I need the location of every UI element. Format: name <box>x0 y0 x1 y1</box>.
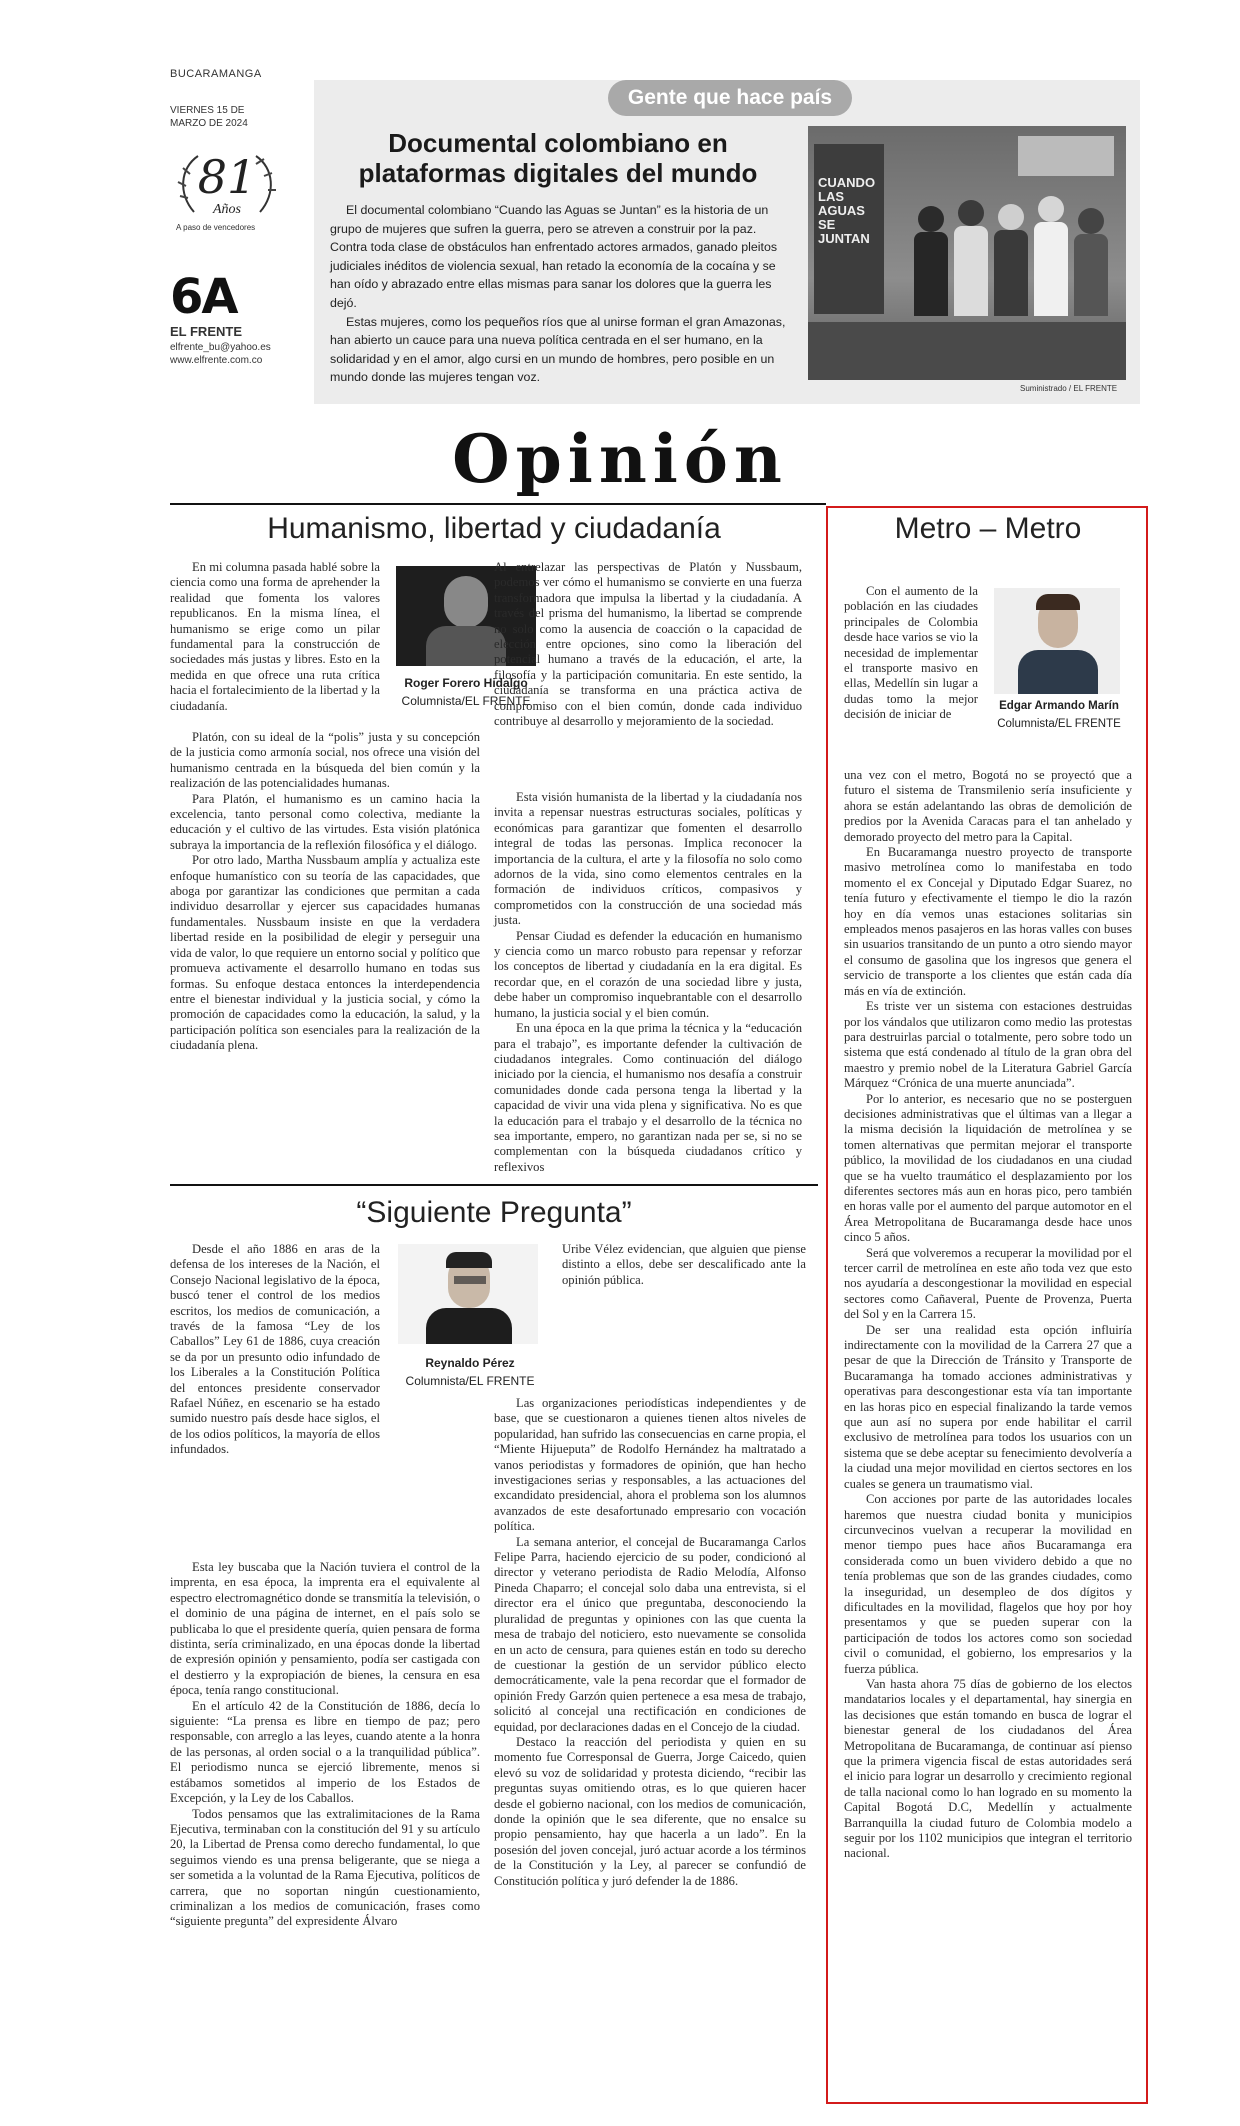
gente-body <box>330 201 786 387</box>
issue-date: VIERNES 15 DE MARZO DE 2024 <box>170 105 248 129</box>
article-paragraph: una vez con el metro, Bogotá no se proyectó que a futuro el sistema de Transmilenio sería insuficiente y ahora se están adelantando las obras de demolición de predios por la Avenida Caracas para el tan anhelado y demorado proyecto del metro para la Capital. <box>844 768 1132 844</box>
article-paragraph: Las organizaciones periodísticas independientes y de base, que se cuestionaron a quienes tienen altos niveles de popularidad, han sufrido las consecuencias en carne propia, el “Miente Hijueputa” de Rodolfo Hernández ha maltratado a vanos periodistas y formadores de opinión, que han hecho investigaciones serias y responsables, a las actuaciones del excandidato presidencial, ahora el problema son los alumnos avanzados de este desafortunado empresario con vocación política. <box>494 1396 806 1534</box>
article-paragraph: En Bucaramanga nuestro proyecto de transporte masivo metrolínea como lo manifestaba en todo momento el ex Concejal y Diputado Edgar Suarez, no tenía futuro y efectivamente el tiempo le dio la razón hoy en día vemos unas estaciones solitarias sin empleados menos pasajeros en las horas valles con buses sin usuarios transitando de un punto a otro siendo mayor el consumo de gasolina que los ingresos que genera el servicio de transporte a los clientes que están cada día más en vía de extinción. <box>844 845 1132 998</box>
stage-floor <box>808 322 1126 380</box>
article-body <box>494 560 802 729</box>
city-label: BUCARAMANGA <box>170 68 262 80</box>
article-paragraph: Para Platón, el humanismo es un camino hacia la excelencia, tanto personal como colectiva, mediante la educación y el cultivo de las virtudes. Esta visión platónica subraya la importancia de la reflexión filosófica y el diálogo. <box>170 791 480 852</box>
article-paragraph: Con acciones por parte de las autoridades locales haremos que nuestra ciudad bonita y municipios circunvecinos vuelvan a recuperar la movilidad en menor tiempo pues hace años Bucaramanga era considerada como un buen vividero debido a que no tenía problemas que son de las grandes ciudades, como la inseguridad, un desempleo de dos dígitos y dificultades en la movilidad, flagelos que hoy por hoy presentamos y que se pueden superar con la participación de todos los actores como son sociedad civil o comunidad, el gobierno, los empresarios y la fuerza pública. <box>844 1492 1132 1676</box>
author-role: Columnista/EL FRENTE <box>401 694 531 708</box>
article-paragraph: Uribe Vélez evidencian, que alguien que piense distinto a ellos, debe ser descalificado ante la opinión pública. <box>562 1242 806 1287</box>
photo-credit: Suministrado / EL FRENTE <box>1020 384 1118 393</box>
article-paragraph: Pensar Ciudad es defender la educación en humanismo y ciencia como un marco robusto para repensar y reforzar los conceptos de libertad y ciudadanía en la era digital. Es recordar que, en el corazón de una sociedad libre y justa, debe haber un compromiso inquebrantable con el desarrollo humano, la justicia social y el bien común. <box>494 928 802 1020</box>
article-body <box>844 584 978 723</box>
screen <box>1018 136 1114 176</box>
article-paragraph: Será que volveremos a recuperar la movilidad por el tercer carril de metrolínea en este año toda vez que esto nos ayudaría a descongestionar la movilidad en especial sectores como Cañaveral, Puente de Provenza, Puerta del Sol y en la Carrera 15. <box>844 1245 1132 1322</box>
section-rule <box>170 503 826 505</box>
documentary-photo <box>808 126 1126 380</box>
people-group <box>918 186 1118 326</box>
author-name: Reynaldo Pérez <box>425 1356 515 1370</box>
section-tag: Gente que hace país <box>608 80 852 116</box>
article-paragraph: En el artículo 42 de la Constitución de 1886, decía lo siguiente: “La prensa es libre en tiempo de paz; pero responsable, con arreglo a las leyes, cuando atente a la honra de las personas, al orden social o a la tranquilidad pública”. El periodismo nunca se ejerció libremente, menos si estábamos sometidos al imperio de los Estados de Excepción, y la Ley de los Caballos. <box>170 1698 480 1806</box>
gente-paragraph: Estas mujeres, como los pequeños ríos que al unirse forman el gran Amazonas, han abierto un cauce para una nueva política centrada en el ser humano, en la solidaridad y en el amor, algo cursi en un mundo de hombres, pero posible en un mundo donde las mujeres tengan voz. <box>330 314 786 385</box>
anniversary-word: Años <box>213 202 241 217</box>
author-name: Roger Forero Hidalgo <box>404 676 528 690</box>
article-paragraph: Con el aumento de la población en las ciudades principales de Colombia desde hace varios se vio la necesidad de implementar el transporte masivo en ellas, Medellín sin lugar a dudas tomo la mejor decisión de iniciar de <box>844 584 978 722</box>
article-paragraph: Es triste ver un sistema con estaciones destruidas por los vándalos que utilizaron como medio las protestas para destruirlas parcial o totalmente, pero sobre todo un sistema que está condenado al título de la gran obra del maestro y premio nobel de la Literatura Gabriel García Márquez “Crónica de una muerte anunciada”. <box>844 999 1132 1091</box>
article-paragraph: En mi columna pasada hablé sobre la ciencia como una forma de aprehender la realidad que fomenta los valores republicanos. En la misma línea, el humanismo se erige como un pilar fundamental para la construcción de sociedades más justas y libres. Esto en la medida en que ofrece una ruta crítica hacia el fortalecimiento de la libertad y la ciudadanía. <box>170 560 380 713</box>
article-paragraph: Al entrelazar las perspectivas de Platón y Nussbaum, podemos ver cómo el humanismo se convierte en una fuerza transformadora que impulsa la libertad y la ciudadanía. A través del prisma del humanismo, la libertad se comprende no solo como la ausencia de coacción o la capacidad de elección entre opciones, sino como la liberación del potencial humano a través de la educación, el arte, la filosofía y la participación comunitaria. En este sentido, la ciudadanía se transforma en una práctica activa de compromiso con el bien común, donde cada individuo contribuye al desarrollo y mejoramiento de la sociedad. <box>494 560 802 729</box>
author-photo <box>994 588 1120 694</box>
article-body <box>170 1242 380 1458</box>
article-paragraph: En una época en la que prima la técnica y la “educación para el trabajo”, es importante defender la cultivación de ciudadanos integrales. Como continuación del diálogo iniciado por la ciencia, el humanismo nos desafía a construir comunidades donde cada persona tenga la libertad y la capacidad de vivir una vida plena y significativa. No es que la educación para el trabajo y el desarrollo de la técnica no sea importante, empero, no garantizan nada per se, si no se complementan con la búsqueda ciudadanos crítico y reflexivos <box>494 1021 802 1174</box>
article-paragraph: Esta visión humanista de la libertad y la ciudadanía nos invita a repensar nuestras estructuras sociales, políticas y económicas para garantizar que fomenten el desarrollo integral de todas las personas. Implica reconocer la importancia de la cultura, el arte y la filosofía no solo como adornos de la vida, sino como elementos centrales en la formación de individuos críticos, compasivos y comprometidos con la construcción de una sociedad más justa. <box>494 790 802 928</box>
article-body <box>170 730 480 1054</box>
article-body <box>170 560 380 714</box>
page-number: 6A <box>170 269 237 325</box>
article-paragraph: Esta ley buscaba que la Nación tuviera el control de la imprenta, en esa época, la imprenta era el equivalente al espectro electromagnético donde se transmitía la televisión, o el dominio de una página de internet, en el país solo se publicaba lo que el presidente quería, quien pensara de forma distinta, sería criminalizado, en una épocas donde la libertad de expresión opinión y pensamiento, podía ser castigada con el destierro y la expropiación de bienes, la censura en esa época, tenía rango constitucional. <box>170 1560 480 1698</box>
anniversary-tagline: A paso de vencedores <box>176 223 256 232</box>
article-paragraph: Destaco la reacción del periodista y quien en su momento fue Corresponsal de Guerra, Jorge Caicedo, quien elevó su voz de solidaridad y protesta diciendo, “recibir las preguntas suyas omitiendo otras, es lo que quieren hacer desde el gobierno nacional, con los medios de comunicación, donde la opinión que le sea diferente, que no ensalce su propio pensamiento, hay que hacerla a un lado”. En la posesión del joven concejal, juró actuar acorde a los términos de la Constitución y la Ley, al parecer se confundió de Constitución política y juró defender la de 1886. <box>494 1734 806 1888</box>
paper-name: EL FRENTE <box>170 324 242 339</box>
article-body <box>844 768 1132 1862</box>
article-title: “Siguiente Pregunta” <box>356 1196 632 1229</box>
article-paragraph: Desde el año 1886 en aras de la defensa de los intereses de la Nación, el Consejo Nacional legislativo de la época, buscó tener el control de los medios escritos, los medios de comunicación, a través de la famosa “Ley de los Caballos” Ley 61 de 1886, cuya creación se da por un presunto odio infundado de los Liberales a la Constitución Política del entonces presidente conservador Rafael Núñez, en escenario se ha estado sumido nuestro país desde hace siglos, el de los odios políticos, la mayoría de ellos infundados. <box>170 1242 380 1457</box>
author-photo <box>398 1244 538 1344</box>
author-name: Edgar Armando Marín <box>999 700 1119 712</box>
article-paragraph: Todos pensamos que las extralimitaciones de la Rama Ejecutiva, terminaban con la constitución del 91 y su artículo 20, la Libertad de Prensa como derecho fundamental, lo que seguimos viendo es una prensa beligerante, que se niega a ser sometida a la voluntad de la Rama Ejecutiva, políticos de carrera, que no soportan ningún cuestionamiento, criminalizan a los medios de comunicación, frases como “siguiente pregunta” del expresidente Álvaro <box>170 1806 480 1929</box>
author-role: Columnista/EL FRENTE <box>405 1374 535 1388</box>
article-title: Metro – Metro <box>894 512 1082 545</box>
article-paragraph: Van hasta ahora 75 días de gobierno de los electos mandatarios locales y el departamental, hay sinergia en las decisiones que están tomando en busca de lograr el bienestar general de los ciudadanos del Área Metropolitana de Bucaramanga, de continuar así pienso que la primera vigencia fiscal de estas autoridades será el inicio para lograr un desarrollo y crecimiento regional de talla nacional como lo han logrado en su momento la Capital Bogotá D.C, Medellín y actualmente Barranquilla la ciudad futuro de Colombia modelo a seguir por los 1102 municipios que integran el territorio nacional. <box>844 1676 1132 1861</box>
article-body <box>562 1242 806 1288</box>
gente-headline: Documental colombiano en plataformas digitales del mundo <box>358 128 758 188</box>
divider-rule <box>170 1184 818 1186</box>
article-paragraph: De ser una realidad esta opción influiría indirectamente con la movilidad de la Carrera 27 que a pesar de que la Dirección de Tránsito y Transporte de Bucaramanga ha tomado acciones administrativas y operativas para descongestionar esta vía tan importante en las horas pico en especial finalizando la tarde vemos que aun así no supera por ende habilitar el carril exclusivo de metrolínea para todos los usuarios con un sistema que se debe aceptar su fenecimiento devolvería a la ciudad una mejor movilidad en ciertos sectores en los cuales se genera un traumatismo vial. <box>844 1322 1132 1491</box>
article-paragraph: La semana anterior, el concejal de Bucaramanga Carlos Felipe Parra, haciendo ejercicio de su poder, condicionó al director y veterano periodista de Radio Melodía, Alfonso Pineda Chaparro; el concejal solo daba una entrevista, si el director era el único que preguntaba, desconociendo la pluralidad de preguntas y opiniones con las que cuenta la mesa de trabajo del noticiero, esto nuevamente se consolida en un acto de censura, para quienes están en todo su derecho de cuestionar la gestión de un servidor público electo democráticamente, vale la pena recordar que el formador de opinión Fredy Garzón quien pertenece a esa mesa de trabajo, solicitó al concejal una rectificación en condiciones de equidad, por declaraciones dadas en el Concejo de la ciudad. <box>494 1534 806 1734</box>
article-paragraph: Platón, con su ideal de la “polis” justa y su concepción de la justicia como armonía social, nos ofrece una visión del humanismo centrada en la búsqueda del bien común y la realización de las potencialidades humanas. <box>170 730 480 791</box>
website-link[interactable]: www.elfrente.com.co <box>170 355 263 366</box>
author-role: Columnista/EL FRENTE <box>997 718 1121 730</box>
article-title: Humanismo, libertad y ciudadanía <box>267 512 721 545</box>
article-body <box>170 1560 480 1930</box>
gente-paragraph: El documental colombiano “Cuando las Aguas se Juntan” es la historia de un grupo de mujeres que sufren la guerra, pero se atreven a construir por la paz. Contra toda clase de obstáculos han enfrentado actores armados, ganado pleitos judiciales inéditos de violencia sexual, han retado la economía de la cocaína y se han oído y abrazado entre ellas mismas para sanar los dolores que la guerra les dejó. <box>330 203 778 310</box>
contact-email[interactable]: elfrente_bu@yahoo.es <box>170 342 271 353</box>
anniversary-number: 81 <box>197 150 257 204</box>
article-paragraph: Por lo anterior, es necesario que no se posterguen decisiones administrativas que el últimas van a llegar a la misma decisión la liquidación de metrolínea y se tomen alternativas que permitan mejorar el transporte público, la movilidad de los ciudadanos en una ciudad que se ha vuelto traumático el desplazamiento por los diferentes sectores más aun en horas pico, pero también en horas valle por el aumento del parque automotor en el Área Metropolitana de Bucaramanga desde hace unos cinco 5 años. <box>844 1091 1132 1245</box>
section-title: Opinión <box>452 420 788 498</box>
poster-text: CUANDO LAS AGUAS SE JUNTAN <box>818 175 876 246</box>
article-body <box>494 790 802 1175</box>
article-paragraph: Por otro lado, Martha Nussbaum amplía y actualiza este enfoque humanístico con su teoría de las capacidades, que aboga por garantizar las condiciones que permitan a cada individuo desarrollar y ejercer sus capacidades humanas fundamentales. Nussbaum insiste en que la verdadera libertad reside en la posibilidad de elegir y perseguir una vida de valor, lo que requiere un entorno social y político que promueva activamente el desarrollo humano en todas sus formas. Su enfoque destaca entonces la interdependencia entre el bienestar individual y la justicia social, y cómo la promoción de capacidades como la educación, la salud, y la participación política son esenciales para la realización de la ciudadanía plena. <box>170 853 480 1053</box>
article-body <box>494 1396 806 1889</box>
